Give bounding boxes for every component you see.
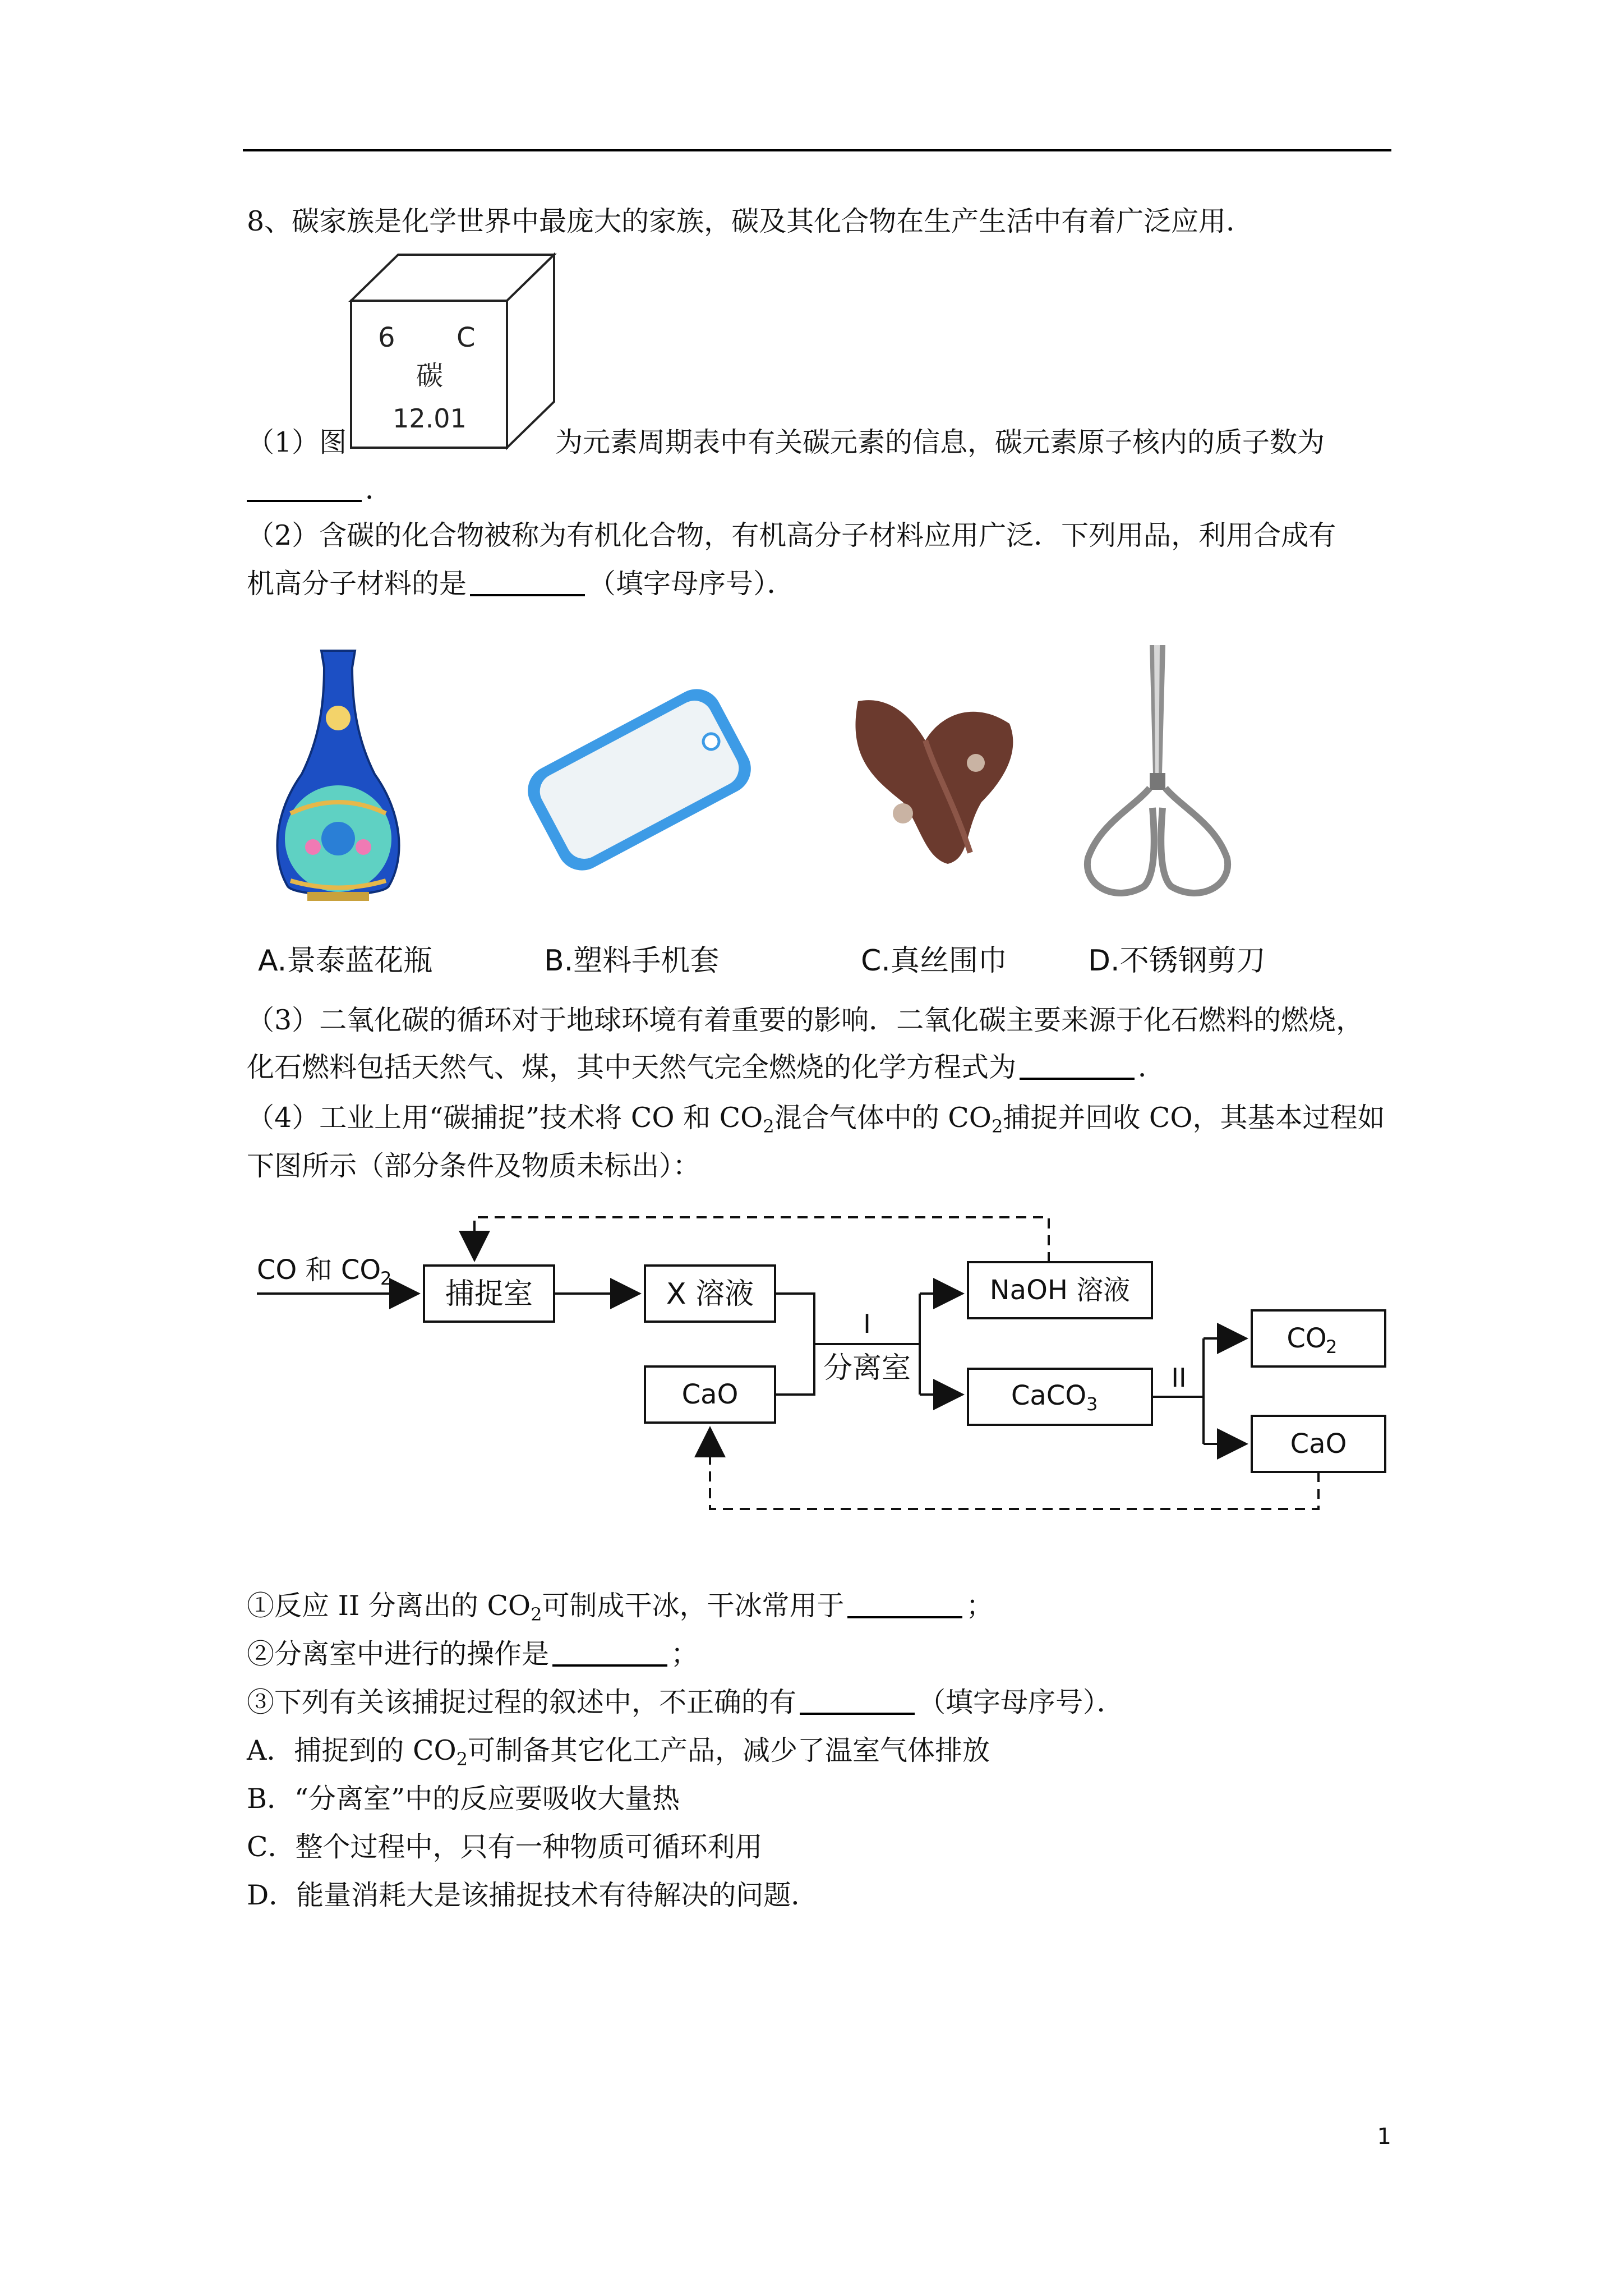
cao-out-label: CaO xyxy=(1290,1428,1347,1460)
sub-question-2: ②分离室中进行的操作是 ； xyxy=(247,1638,699,1670)
page-number: 1 xyxy=(1377,2124,1391,2150)
option-b-label: B.塑料手机套 xyxy=(544,944,720,978)
part1-suffix: 为元素周期表中有关碳元素的信息，碳元素原子核内的质子数为 xyxy=(555,426,1325,458)
choice-b: B．“分离室”中的反应要吸收大量热 xyxy=(247,1783,680,1815)
scissors-image xyxy=(1066,639,1245,909)
cao-in-label: CaO xyxy=(681,1379,739,1410)
answer-blank-6[interactable] xyxy=(800,1688,915,1715)
co2-out-sub: 2 xyxy=(1326,1336,1338,1358)
sub-question-1: ①反应 II 分离出的 $CO_2$可制成干冰，干冰常用于 ； xyxy=(247,1590,994,1625)
option-d-label: D.不锈钢剪刀 xyxy=(1088,944,1266,978)
part4-line1: （4）工业上用“碳捕捉”技术将 CO 和 $CO_2$混合气体中的 $CO_2$捕捉并回收 CO，其基本过程如 xyxy=(247,1102,1385,1137)
choice-c: C．整个过程中，只有一种物质可循环利用 xyxy=(247,1831,763,1863)
part1-line: （1）图 xyxy=(247,426,347,458)
answer-blank-5[interactable] xyxy=(552,1640,667,1667)
carbon-capture-flow-diagram xyxy=(247,1206,1402,1520)
option-a-label: A.景泰蓝花瓶 xyxy=(258,944,433,978)
part3-line1: （3）二氧化碳的循环对于地球环境有着重要的影响．二氧化碳主要来源于化石燃料的燃烧， xyxy=(247,1004,1364,1036)
element-name: 碳 xyxy=(416,360,444,392)
choice-d: D．能量消耗大是该捕捉技术有待解决的问题． xyxy=(247,1879,819,1911)
element-card-image xyxy=(347,250,560,452)
element-symbol: C xyxy=(457,322,476,353)
question-title: 8、碳家族是化学世界中最庞大的家族，碳及其化合物在生产生活中有着广泛应用． xyxy=(247,205,1254,237)
phone-case-image xyxy=(499,679,780,881)
header-rule xyxy=(243,149,1391,151)
part2-line2: 机高分子材料的是 （填字母序号）． xyxy=(247,568,795,600)
element-mass: 12.01 xyxy=(393,403,467,434)
answer-blank-4[interactable] xyxy=(847,1591,962,1618)
part2-line1: （2）含碳的化合物被称为有机化合物，有机高分子材料应用广泛．下列用品，利用合成有 xyxy=(247,519,1336,551)
element-number: 6 xyxy=(378,322,395,353)
answer-blank-2[interactable] xyxy=(470,569,585,596)
caco3-sub: 3 xyxy=(1086,1393,1098,1415)
sub-question-3: ③下列有关该捕捉过程的叙述中，不正确的有 （填字母序号）． xyxy=(247,1686,1124,1718)
capture-room-label: 捕捉室 xyxy=(445,1277,533,1311)
part1-blank-line: ． xyxy=(247,471,393,508)
naoh-label: NaOH 溶液 xyxy=(989,1274,1131,1306)
part4-line2: 下图所示（部分条件及物质未标出）： xyxy=(247,1150,700,1182)
caco3-label: CaCO xyxy=(1011,1380,1087,1411)
step-2-label: II xyxy=(1171,1363,1187,1393)
flow-input-sub: 2 xyxy=(380,1268,392,1289)
choice-a: A．捕捉到的 $CO_2$可制备其它化工产品，减少了温室气体排放 xyxy=(247,1734,990,1770)
silk-scarf-image xyxy=(841,690,1026,869)
answer-blank-1[interactable] xyxy=(247,475,362,502)
x-solution-label: X 溶液 xyxy=(666,1277,754,1311)
co2-out-label: CO xyxy=(1287,1323,1327,1354)
vase-image xyxy=(268,645,408,903)
option-c-label: C.真丝围巾 xyxy=(861,944,1007,978)
step-1-label: I xyxy=(863,1309,871,1339)
answer-blank-3[interactable] xyxy=(1020,1053,1135,1080)
part3-line2: 化石燃料包括天然气、煤，其中天然气完全燃烧的化学方程式为 ． xyxy=(247,1051,1166,1083)
flow-input-label: CO 和 CO xyxy=(257,1254,381,1286)
separator-label: 分离室 xyxy=(823,1351,911,1385)
